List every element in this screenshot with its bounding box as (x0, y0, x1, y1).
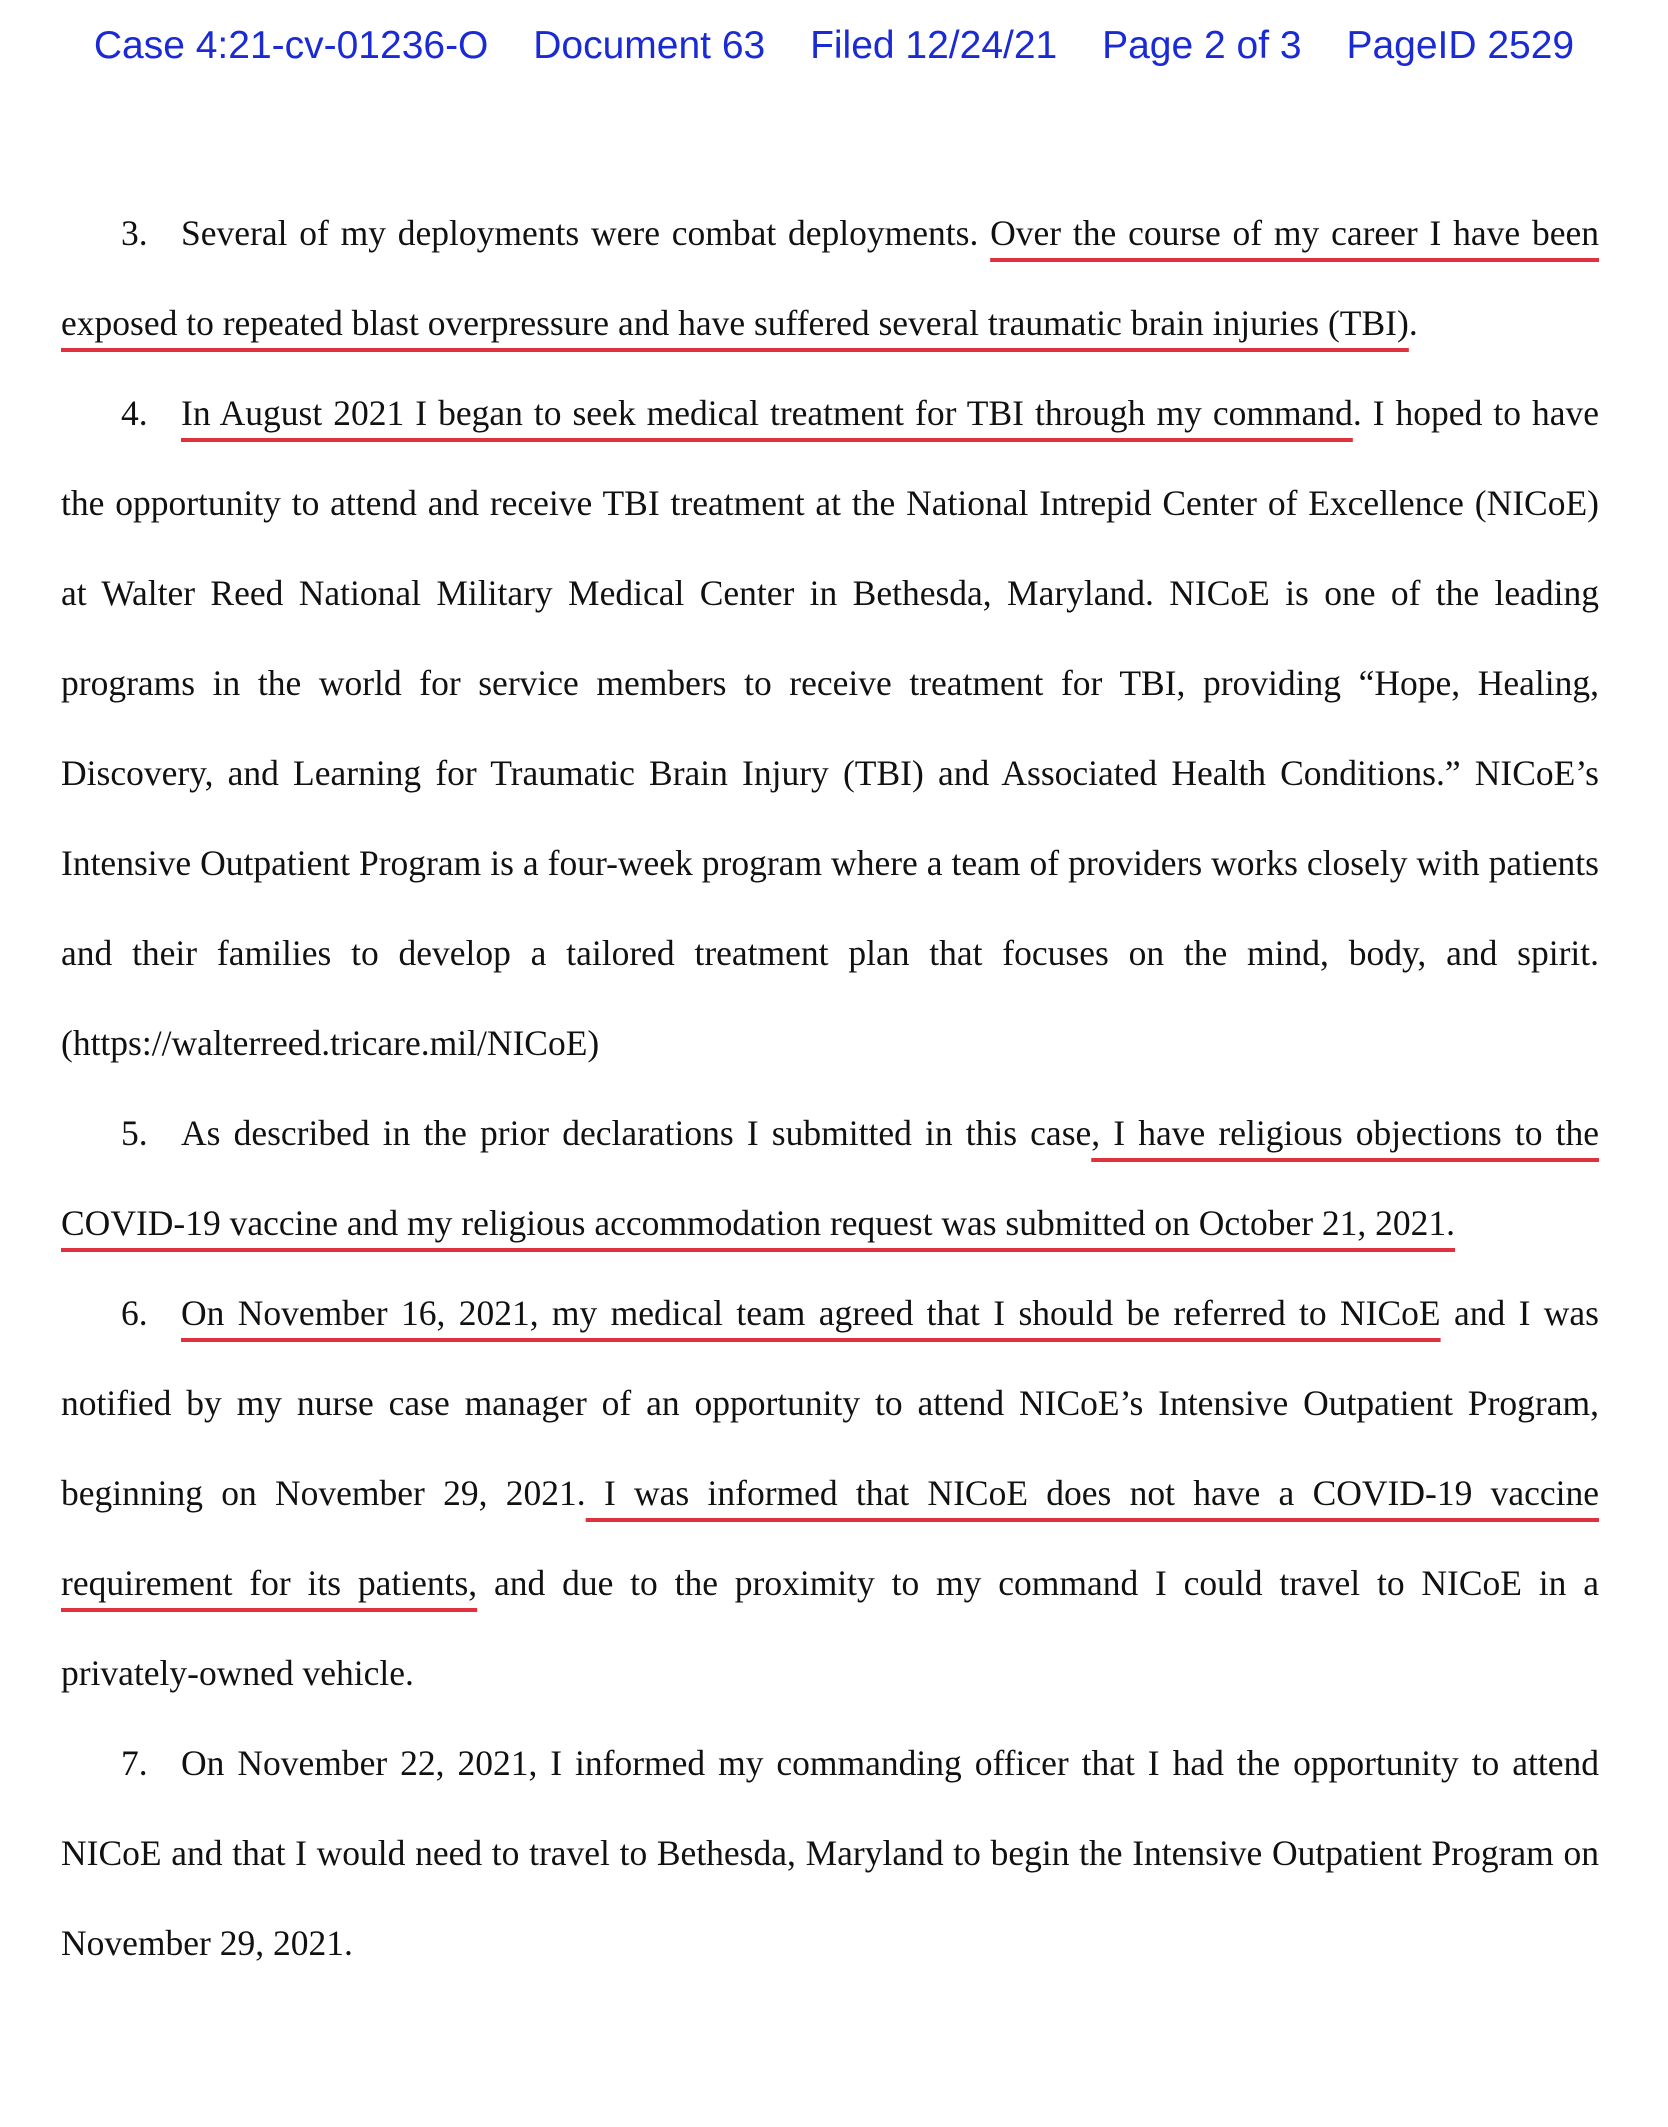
paragraph-text: On November 22, 2021, I informed my commanding officer that I had the opportunity to attend NICoE and that I would need to travel to Bethesda, Maryland to begin the Intensive Outpatient Program on November 29, 2021. (61, 1743, 1599, 1963)
paragraph-text: . I hoped to have the opportunity to attend and receive TBI treatment at the National Intrepid Center of Excellence (NICoE) at Walter Reed National Military Medical Center in Bethesda, Maryland. NICoE is one of the leading programs in the world for service members to receive treatment for TBI, providing “Hope, Healing, Discovery, and Learning for Traumatic Brain Injury (TBI) and Associated Health Conditions.” NICoE’s Intensive Outpatient Program is a four-week program where a team of providers works closely with patients and their families to develop a tailored treatment plan that focuses on the mind, body, and spirit. (https://walterreed.tricare.mil/NICoE) (61, 393, 1599, 1063)
highlighted-text: I was informed that NICoE does not have a COVID-19 vaccine requirement for its patients, (61, 1473, 1599, 1603)
paragraph-7 (61, 1718, 1599, 1988)
page-id: PageID 2529 (1346, 24, 1575, 67)
paragraph-number: 4. (121, 393, 148, 433)
paragraph-text: and I was notified by my nurse case manager of an opportunity to attend NICoE’s Intensive Outpatient Program, beginning on November 29, 2021. (61, 1293, 1599, 1513)
case-number: Case 4:21-cv-01236-O (93, 24, 489, 67)
highlighted-text: , I have religious objections to the COVID-19 vaccine and my religious accommodation request was submitted on October 21, 2021. (61, 1113, 1599, 1243)
paragraph-number: 5. (121, 1113, 148, 1153)
filed-date: Filed 12/24/21 (810, 24, 1058, 67)
paragraph-6 (61, 1268, 1599, 1718)
document-body (61, 188, 1599, 1988)
page-count: Page 2 of 3 (1102, 24, 1302, 67)
paragraph-text: Several of my deployments were combat deployments. (181, 213, 991, 253)
paragraph-5 (61, 1088, 1599, 1268)
paragraph-4 (61, 368, 1599, 1088)
highlighted-text: On November 16, 2021, my medical team agreed that I should be referred to NICoE (181, 1293, 1441, 1333)
highlighted-text: In August 2021 I began to seek medical treatment for TBI through my command (181, 393, 1353, 433)
paragraph-3 (61, 188, 1599, 368)
paragraph-text: and due to the proximity to my command I could travel to NICoE in a privately-owned vehicle. (61, 1563, 1599, 1693)
page-header (0, 24, 1668, 68)
paragraph-text: As described in the prior declarations I submitted in this case (181, 1113, 1092, 1153)
paragraph-number: 7. (121, 1743, 148, 1783)
document-number: Document 63 (533, 24, 766, 67)
paragraph-number: 3. (121, 213, 148, 253)
paragraph-number: 6. (121, 1293, 148, 1333)
highlighted-text: Over the course of my career I have been exposed to repeated blast overpressure and have suffered several traumatic brain injuries (TBI) (61, 213, 1599, 343)
paragraph-text: . (1408, 303, 1418, 343)
